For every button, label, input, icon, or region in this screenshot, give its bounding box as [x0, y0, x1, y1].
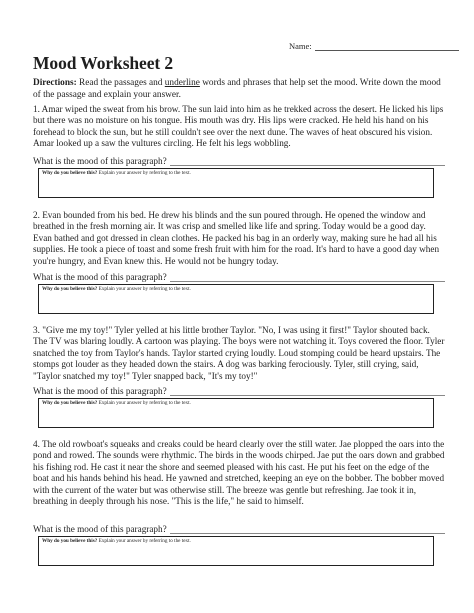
question-3-text: What is the mood of this paragraph?	[33, 386, 167, 396]
name-field[interactable]	[315, 42, 459, 51]
question-1-text: What is the mood of this paragraph?	[33, 156, 167, 166]
name-label: Name:	[289, 41, 312, 51]
question-4-text: What is the mood of this paragraph?	[33, 524, 167, 534]
answer-box-1[interactable]	[38, 168, 434, 198]
directions-text-end: words and phrases that help set the mood. Write down the mood of the passage and explain your answer.	[33, 78, 441, 100]
passage-1: 1. Amar wiped the sweat from his brow. The sun laid into him as he trekked across the desert. He licked his lips but there was no moisture on his tongue. His mouth was dry. His lips were cracked. He held his hand on his forehead to block the sun, but he still couldn't see over the next dune. The waves of heat obscured his vision. Amar looked up a saw the vultures circling. He felt his legs wobbling.	[33, 104, 444, 149]
passage-3: 3. "Give me my toy!" Tyler yelled at his little brother Taylor. "No, I was using it first!" Taylor shouted back. The TV was blaring loudly. A cartoon was playing. The boys were not watching it. Toys covered the floor. Tyler snatched the toy from Taylor's hands. Taylor started crying loudly. Loud stomping could be heard upstairs. The stomps got louder as they headed down the stairs. A dog was barking ferociously. Tyler, still crying, said, "Taylor snatched my toy!" Tyler snapped back, "It's my toy!"	[33, 325, 445, 381]
page-title: Mood Worksheet 2	[33, 53, 174, 73]
answer-box-4[interactable]	[38, 536, 434, 566]
answer-box-1-prompt-bold: Why do you believe this?	[42, 170, 98, 176]
directions-label: Directions:	[33, 78, 77, 88]
answer-box-2[interactable]	[38, 284, 434, 314]
question-3-answer-line[interactable]	[170, 387, 445, 396]
directions	[33, 78, 445, 101]
answer-box-3[interactable]	[38, 398, 434, 428]
answer-box-4-prompt-bold: Why do you believe this?	[42, 538, 98, 544]
question-2-text: What is the mood of this paragraph?	[33, 272, 167, 282]
question-2-answer-line[interactable]	[170, 273, 445, 282]
question-4-answer-line[interactable]	[170, 525, 445, 534]
question-3	[33, 386, 445, 396]
answer-box-4-prompt: Explain your answer by referring to the text.	[97, 538, 191, 544]
question-1-answer-line[interactable]	[170, 157, 445, 166]
question-4	[33, 524, 445, 534]
question-2	[33, 272, 445, 282]
passage-2: 2. Evan bounded from his bed. He drew his blinds and the sun poured through. He opened the window and breathed in the fresh morning air. It was crisp and smelled like life and spring. Today would be a good day. Evan bathed and got dressed in clean clothes. He packed his bag in an orderly way, making sure he had all his supplies. He took a piece of toast and some fresh fruit with him for the road. It's hard to have a good day when you're hungry, and Evan knew this. He would not be hungry today.	[33, 210, 440, 266]
directions-text-start: Read the passages and	[76, 78, 165, 88]
directions-underline-word: underline	[164, 78, 200, 88]
answer-box-2-prompt: Explain your answer by referring to the text.	[97, 286, 191, 292]
answer-box-1-prompt: Explain your answer by referring to the text.	[97, 170, 191, 176]
question-1	[33, 156, 445, 166]
answer-box-3-prompt: Explain your answer by referring to the text.	[97, 400, 191, 406]
answer-box-2-prompt-bold: Why do you believe this?	[42, 286, 98, 292]
answer-box-3-prompt-bold: Why do you believe this?	[42, 400, 98, 406]
name-row	[289, 41, 459, 51]
passage-4: 4. The old rowboat's squeaks and creaks could be heard clearly over the still water. Jae plopped the oars into the pond and rowed. The sounds were rhythmic. The birds in the woods chirped. Jae put the oars down and grabbed his fishing rod. He cast it near the shore and seemed pleased with his cast. He put his feet on the edge of the boat and his hands behind his head. He yawned and stretched, keeping an eye on the bobber. The bobber moved with the current of the water but was otherwise still. The breeze was gentle but refreshing. Jae took it in, breathing in deeply through his nose. "This is the life," he said to himself.	[33, 439, 445, 507]
